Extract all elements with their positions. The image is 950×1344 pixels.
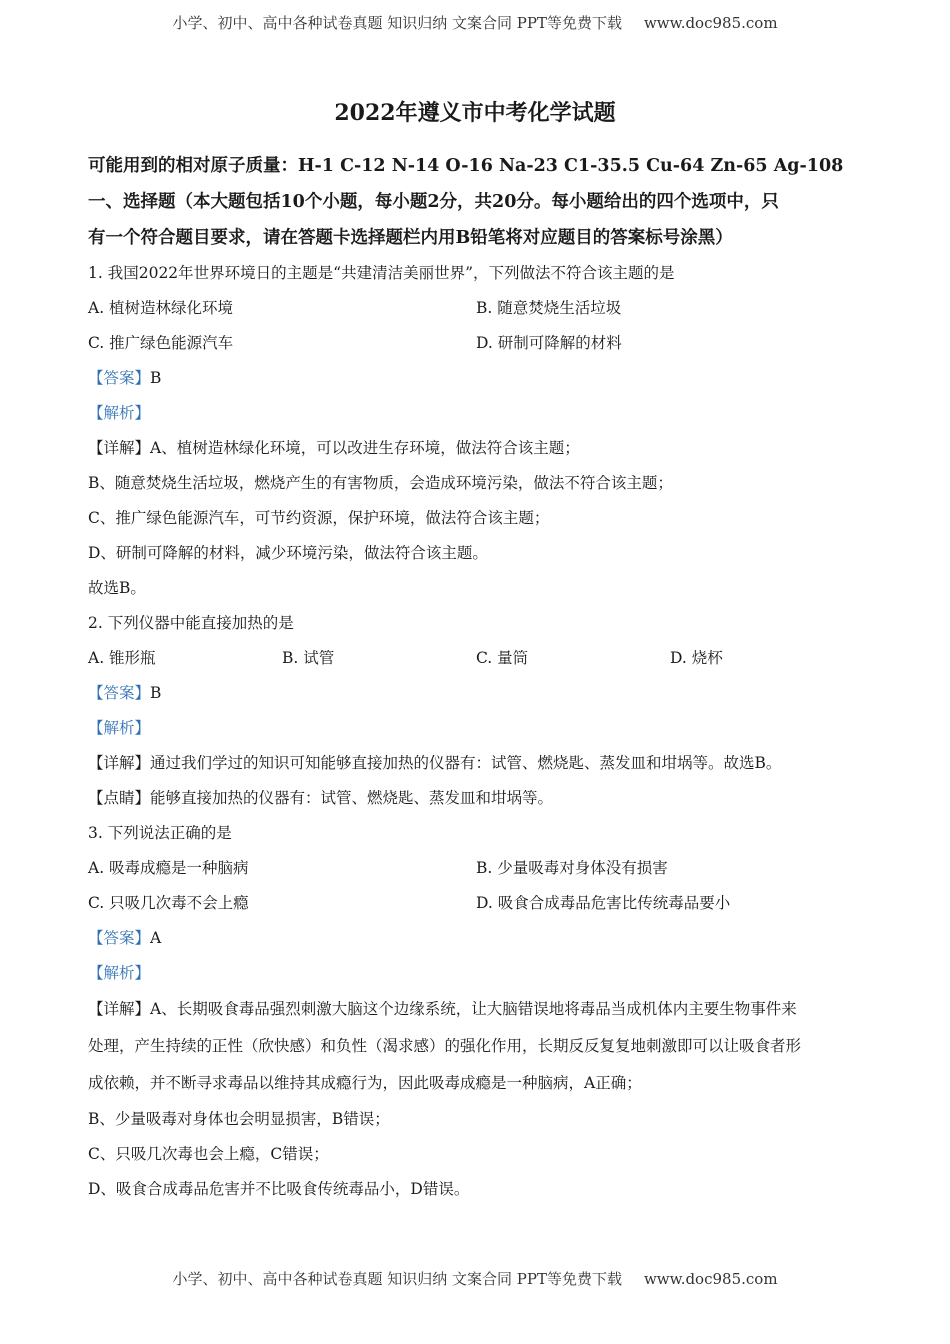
q3-option-b: B. 少量吸毒对身体没有损害 — [476, 859, 668, 877]
footer-text: 小学、初中、高中各种试卷真题 知识归纳 文案合同 PPT等免费下载 — [172, 1270, 622, 1288]
q1-detail-4: D、研制可降解的材料，减少环境污染，做法符合该主题。 — [88, 544, 488, 562]
q2-options-row — [88, 641, 868, 676]
q3-option-a: A. 吸毒成瘾是一种脑病 — [88, 859, 249, 877]
q1-analysis — [88, 396, 868, 431]
q2-stem: 2. 下列仪器中能直接加热的是 — [88, 614, 294, 632]
document-body — [88, 148, 868, 1207]
q3-detail-5: C、只吸几次毒也会上瘾，C错误； — [88, 1145, 329, 1163]
q3-detail-4: B、少量吸毒对身体也会明显损害，B错误； — [88, 1110, 390, 1128]
q2-analysis — [88, 711, 868, 746]
header-site-link[interactable]: www.doc985.com — [643, 14, 778, 32]
q2-detail-text: 通过我们学过的知识可知能够直接加热的仪器有：试管、燃烧匙、蒸发皿和坩埚等。故选B。 — [150, 754, 782, 772]
section-heading-line-1: 一、选择题（本大题包括10个小题，每小题2分，共20分。每小题给出的四个选项中，只 — [88, 192, 779, 212]
page-title: 2022年遵义市中考化学试题 — [334, 100, 616, 126]
answer-label: 【答案】 — [88, 929, 151, 947]
q2-option-d: D. 烧杯 — [670, 649, 723, 667]
q1-detail-2: B、随意焚烧生活垃圾，燃烧产生的有害物质，会造成环境污染，做法不符合该主题； — [88, 474, 673, 492]
analysis-label: 【解析】 — [88, 719, 151, 737]
q2-answer-value: B — [150, 684, 162, 702]
section-heading-line-2: 有一个符合题目要求，请在答题卡选择题栏内用B铅笔将对应题目的答案标号涂黑） — [88, 228, 733, 248]
q3-options-row-2 — [88, 886, 868, 921]
q2-hint — [88, 781, 868, 816]
header-text: 小学、初中、高中各种试卷真题 知识归纳 文案合同 PPT等免费下载 — [172, 14, 622, 32]
q1-option-d: D. 研制可降解的材料 — [476, 334, 622, 352]
analysis-label: 【解析】 — [88, 964, 151, 982]
q2-option-c: C. 量筒 — [476, 649, 529, 667]
q2-hint-text: 能够直接加热的仪器有：试管、燃烧匙、蒸发皿和坩埚等。 — [150, 789, 554, 807]
q3-option-c: C. 只吸几次毒不会上瘾 — [88, 894, 249, 912]
q2-option-b: B. 试管 — [282, 649, 335, 667]
answer-label: 【答案】 — [88, 684, 151, 702]
q1-option-b: B. 随意焚烧生活垃圾 — [476, 299, 622, 317]
hint-label: 【点睛】 — [88, 789, 151, 807]
answer-label: 【答案】 — [88, 369, 151, 387]
q3-detail-2: 处理，产生持续的正性（欣快感）和负性（渴求感）的强化作用，长期反反复复地刺激即可以让吸食者形 — [88, 1037, 802, 1055]
q3-detail-6: D、吸食合成毒品危害并不比吸食传统毒品小，D错误。 — [88, 1180, 470, 1198]
q1-option-a: A. 植树造林绿化环境 — [88, 299, 234, 317]
q1-option-c: C. 推广绿色能源汽车 — [88, 334, 234, 352]
q3-answer-value: A — [150, 929, 162, 947]
q3-option-d: D. 吸食合成毒品危害比传统毒品要小 — [476, 894, 731, 912]
q1-detail-text: A、植树造林绿化环境，可以改进生存环境，做法符合该主题； — [150, 439, 580, 457]
q3-stem: 3. 下列说法正确的是 — [88, 824, 232, 842]
q1-detail-1 — [88, 431, 868, 466]
analysis-label: 【解析】 — [88, 404, 151, 422]
q3-analysis — [88, 956, 868, 991]
detail-label: 【详解】 — [88, 754, 151, 772]
q1-answer-value: B — [150, 369, 162, 387]
q3-options-row-1 — [88, 851, 868, 886]
q2-detail — [88, 746, 868, 781]
q3-detail-text: A、长期吸食毒品强烈刺激大脑这个边缘系统，让大脑错误地将毒品当成机体内主要生物事件来 — [150, 1000, 797, 1018]
q1-answer — [88, 361, 868, 396]
q3-detail-3: 成依赖，并不断寻求毒品以维持其成瘾行为，因此吸毒成瘾是一种脑病，A正确； — [88, 1074, 642, 1092]
atomic-masses: 可能用到的相对原子质量：H-1 C-12 N-14 O-16 Na-23 C1-35.5 Cu-64 Zn-65 Ag-108 — [88, 156, 844, 176]
q2-answer — [88, 676, 868, 711]
q1-stem: 1. 我国2022年世界环境日的主题是“共建清洁美丽世界”，下列做法不符合该主题的是 — [88, 264, 675, 282]
detail-label: 【详解】 — [88, 1000, 151, 1018]
footer-site-link[interactable]: www.doc985.com — [643, 1270, 778, 1288]
q1-detail-3: C、推广绿色能源汽车，可节约资源，保护环境，做法符合该主题； — [88, 509, 550, 527]
page-footer — [0, 1268, 950, 1289]
q3-answer — [88, 921, 868, 956]
q1-options-row-1 — [88, 291, 868, 326]
q2-option-a: A. 锥形瓶 — [88, 649, 156, 667]
q1-conclusion: 故选B。 — [88, 579, 146, 597]
page-header — [0, 12, 950, 33]
detail-label: 【详解】 — [88, 439, 151, 457]
q3-detail-1 — [88, 991, 868, 1028]
q1-options-row-2 — [88, 326, 868, 361]
